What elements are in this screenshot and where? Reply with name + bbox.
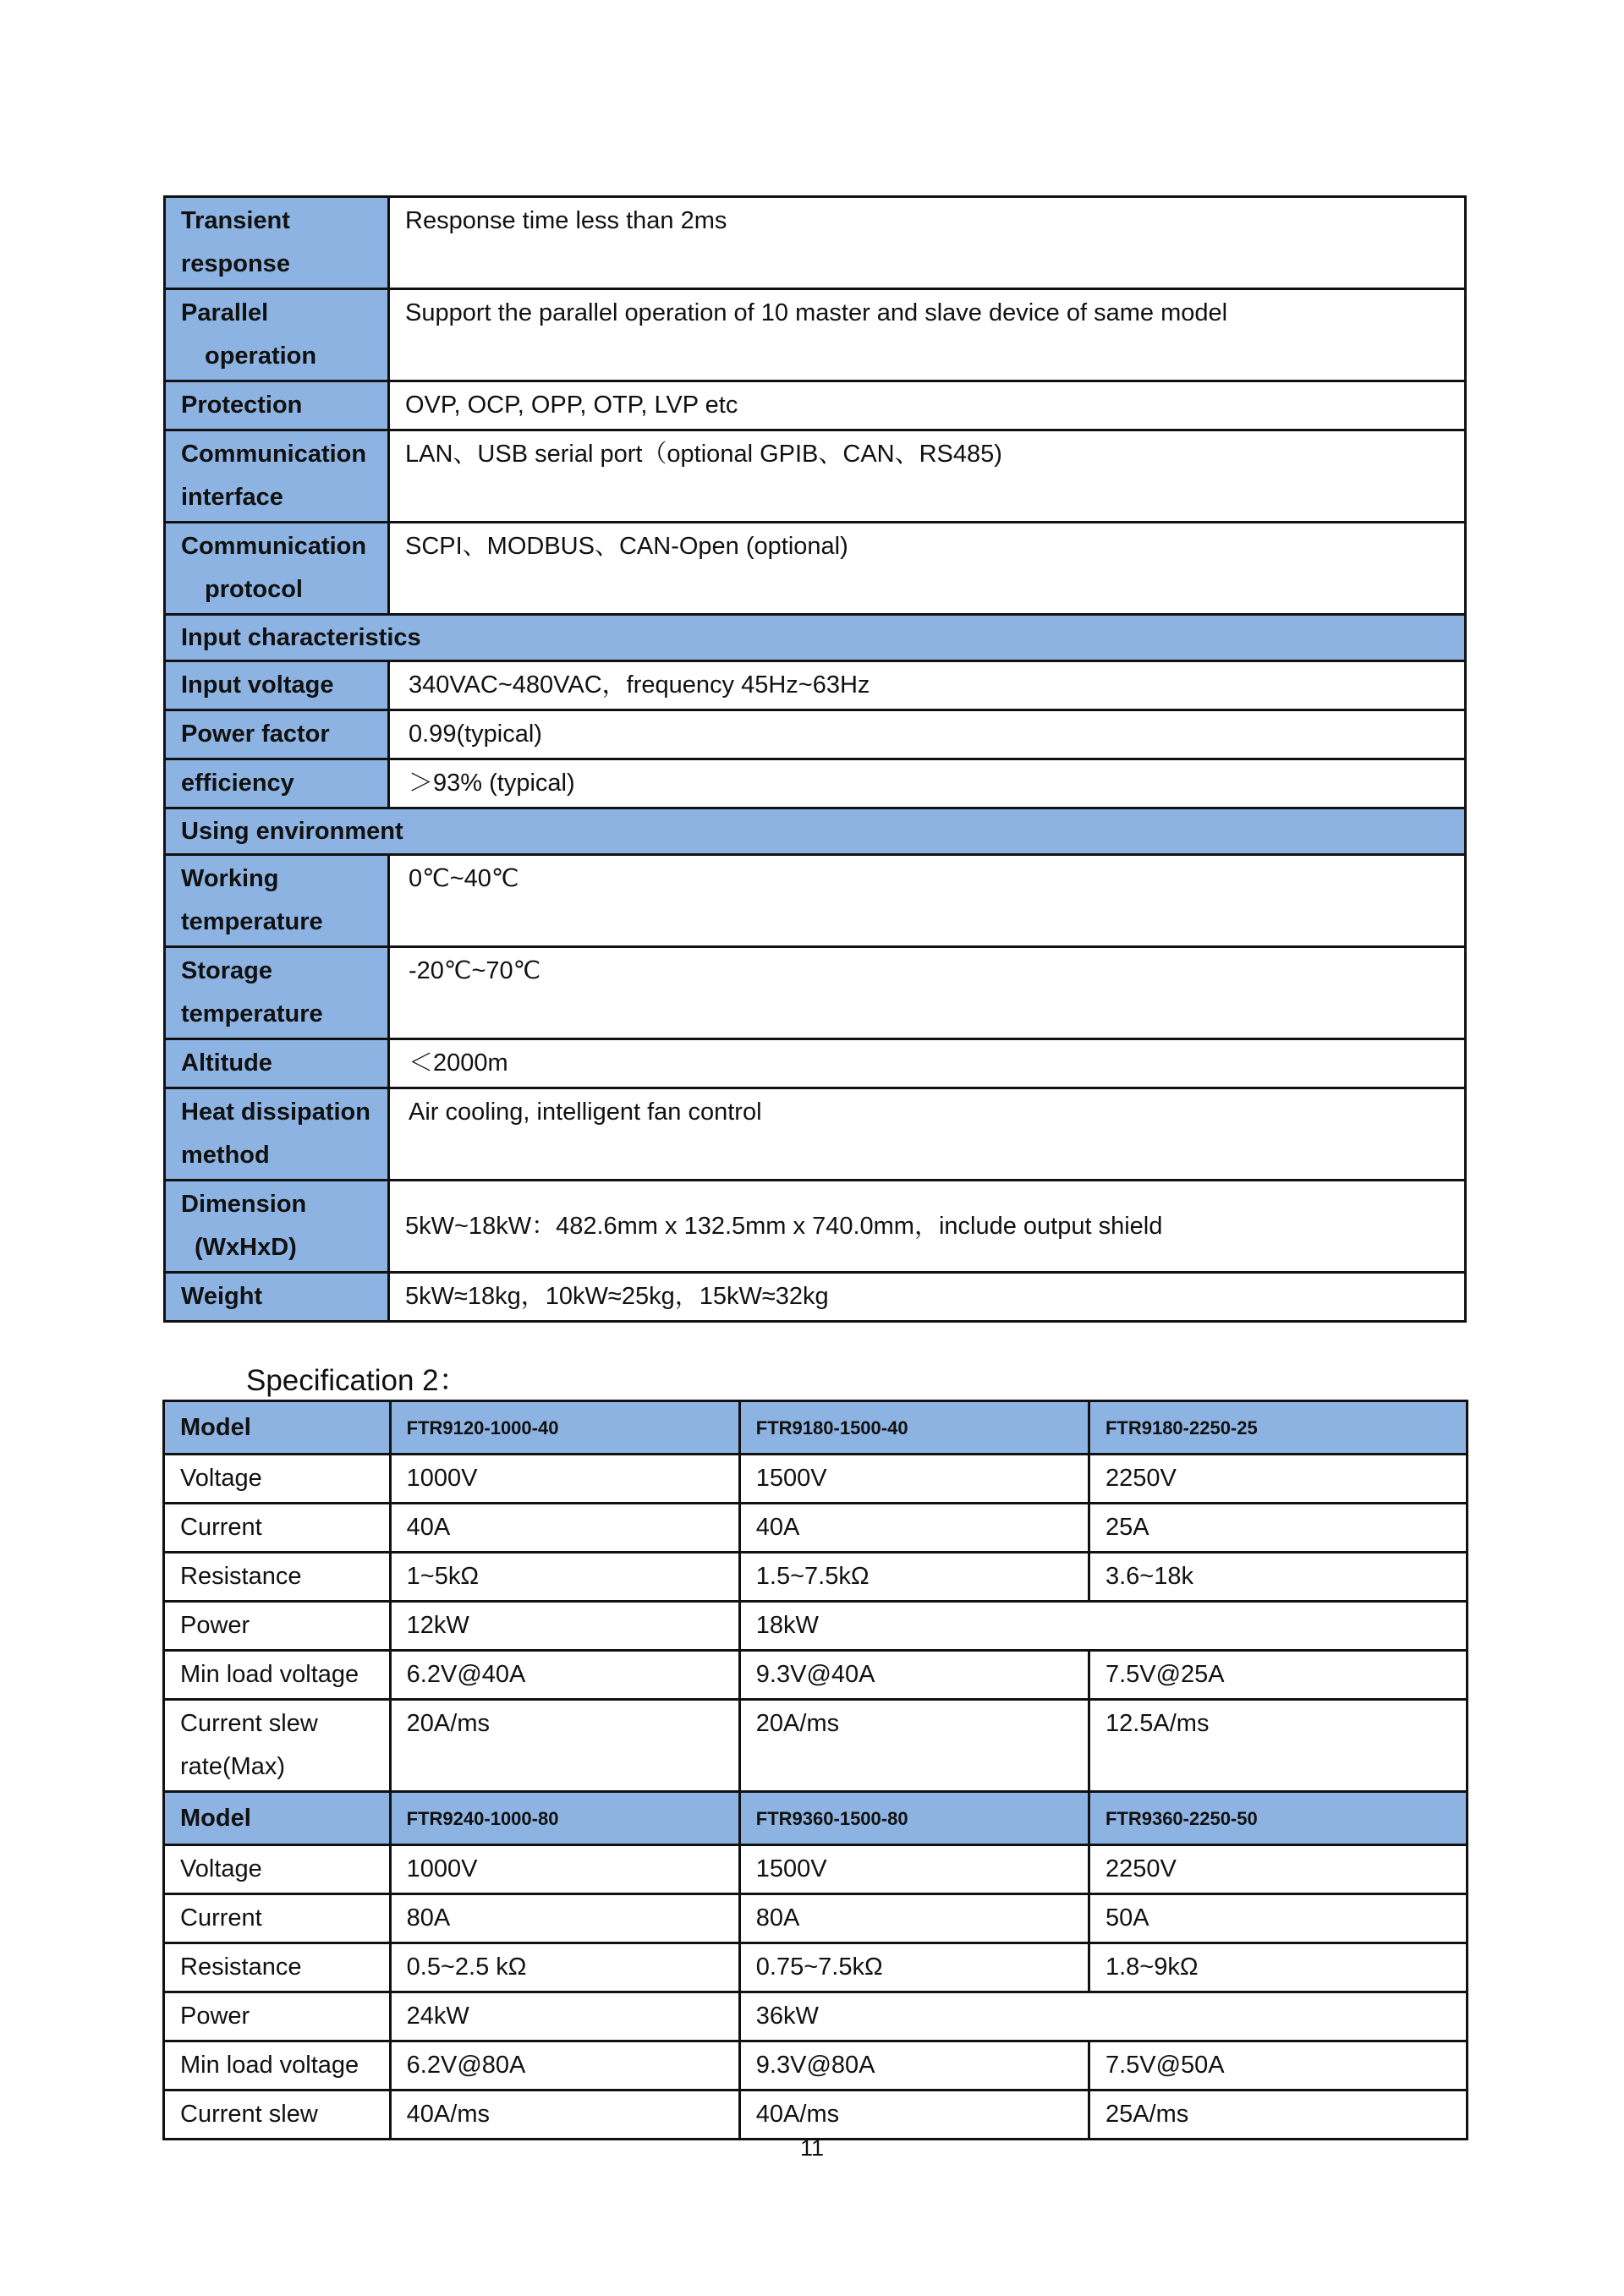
cell-value: 36kW xyxy=(739,1992,1467,2041)
cell-value: 80A xyxy=(390,1894,739,1943)
cell-value: 0.75~7.5kΩ xyxy=(739,1943,1089,1992)
label-line: Transient xyxy=(181,207,290,234)
label-line: temperature xyxy=(181,1000,323,1027)
row-label xyxy=(165,855,389,947)
cell-value: 0.5~2.5 kΩ xyxy=(390,1943,739,1992)
cell-value: 9.3V@40A xyxy=(739,1651,1089,1700)
row-value: LAN、USB serial port（optional GPIB、CAN、RS485) xyxy=(389,430,1466,523)
cell-value: 2250V xyxy=(1089,1845,1467,1894)
cell-value: 20A/ms xyxy=(739,1700,1089,1792)
row-label: Protection xyxy=(165,381,389,430)
row-value: Support the parallel operation of 10 master and slave device of same model xyxy=(389,289,1466,381)
table-row xyxy=(165,381,1466,430)
label-line: response xyxy=(181,250,290,277)
cell-value: 25A/ms xyxy=(1089,2091,1467,2140)
label-line: Storage xyxy=(181,957,272,984)
cell-value: 1.8~9kΩ xyxy=(1089,1943,1467,1992)
table-row xyxy=(165,759,1466,808)
table-row xyxy=(164,1845,1468,1894)
row-value: OVP, OCP, OPP, OTP, LVP etc xyxy=(389,381,1466,430)
table-row xyxy=(164,1894,1468,1943)
row-value: 0℃~40℃ xyxy=(389,855,1466,947)
section-title: Input characteristics xyxy=(165,615,1466,661)
cell-value: 7.5V@25A xyxy=(1089,1651,1467,1700)
table-row xyxy=(165,1181,1466,1273)
table-row xyxy=(165,430,1466,523)
cell-value: 12kW xyxy=(390,1602,739,1651)
row-label: Input voltage xyxy=(165,661,389,710)
cell-value: 40A xyxy=(739,1504,1089,1553)
label-line: (WxHxD) xyxy=(195,1234,297,1261)
table-row xyxy=(164,1992,1468,2041)
model-name: FTR9180-2250-25 xyxy=(1089,1401,1467,1455)
cell-value: 25A xyxy=(1089,1504,1467,1553)
row-label: Min load voltage xyxy=(164,1651,391,1700)
cell-value: 3.6~18k xyxy=(1089,1553,1467,1602)
row-value: Air cooling, intelligent fan control xyxy=(389,1088,1466,1181)
table-row xyxy=(164,1943,1468,1992)
header-label: Model xyxy=(164,1792,391,1845)
cell-value: 1500V xyxy=(739,1845,1089,1894)
row-label: Voltage xyxy=(164,1845,391,1894)
table-row xyxy=(165,661,1466,710)
row-label: Current slew xyxy=(164,2091,391,2140)
model-header-row xyxy=(164,1401,1468,1455)
cell-value: 6.2V@80A xyxy=(390,2041,739,2091)
model-name: FTR9360-2250-50 xyxy=(1089,1792,1467,1845)
table-row xyxy=(164,1602,1468,1651)
row-label: Min load voltage xyxy=(164,2041,391,2091)
label-line: Parallel xyxy=(181,299,269,326)
row-label: Power xyxy=(164,1992,391,2041)
row-value: Response time less than 2ms xyxy=(389,197,1466,289)
cell-value: 1000V xyxy=(390,1845,739,1894)
row-label xyxy=(165,947,389,1039)
cell-value: 9.3V@80A xyxy=(739,2041,1089,2091)
header-label: Model xyxy=(164,1401,391,1455)
model-header-row xyxy=(164,1792,1468,1845)
row-label xyxy=(164,1700,391,1792)
row-label: Current xyxy=(164,1504,391,1553)
table-row xyxy=(164,1651,1468,1700)
row-value: -20℃~70℃ xyxy=(389,947,1466,1039)
cell-value: 40A/ms xyxy=(739,2091,1089,2140)
model-name: FTR9240-1000-80 xyxy=(390,1792,739,1845)
table-row xyxy=(165,1039,1466,1088)
cell-value: 1500V xyxy=(739,1455,1089,1504)
cell-value: 40A/ms xyxy=(390,2091,739,2140)
row-label: Weight xyxy=(165,1273,389,1322)
row-value: 0.99(typical) xyxy=(389,710,1466,759)
row-label: Power factor xyxy=(165,710,389,759)
model-name: FTR9120-1000-40 xyxy=(390,1401,739,1455)
table-row xyxy=(164,2091,1468,2140)
label-line: Current slew xyxy=(180,1710,318,1737)
cell-value: 80A xyxy=(739,1894,1089,1943)
row-label xyxy=(165,523,389,615)
table-row xyxy=(165,523,1466,615)
table-row xyxy=(164,1455,1468,1504)
label-line: Heat dissipation xyxy=(181,1099,370,1126)
page-number: 11 xyxy=(799,2135,825,2161)
row-label xyxy=(165,1181,389,1273)
spec-table-1 xyxy=(163,195,1467,1323)
cell-value: 20A/ms xyxy=(390,1700,739,1792)
cell-value: 1~5kΩ xyxy=(390,1553,739,1602)
model-name: FTR9180-1500-40 xyxy=(739,1401,1089,1455)
row-label: Current xyxy=(164,1894,391,1943)
row-value: 5kW≈18kg，10kW≈25kg，15kW≈32kg xyxy=(389,1273,1466,1322)
label-line: Communication xyxy=(181,441,367,468)
row-label xyxy=(165,197,389,289)
cell-value: 2250V xyxy=(1089,1455,1467,1504)
table-row xyxy=(164,1553,1468,1602)
cell-value: 1.5~7.5kΩ xyxy=(739,1553,1089,1602)
cell-value: 18kW xyxy=(739,1602,1467,1651)
section-header-row xyxy=(165,615,1466,661)
row-label: Voltage xyxy=(164,1455,391,1504)
cell-value: 40A xyxy=(390,1504,739,1553)
table-row xyxy=(165,197,1466,289)
row-label: Power xyxy=(164,1602,391,1651)
row-label: efficiency xyxy=(165,759,389,808)
row-value: 5kW~18kW：482.6mm x 132.5mm x 740.0mm，include output shield xyxy=(389,1181,1466,1273)
label-line: protocol xyxy=(205,576,303,603)
table-row xyxy=(164,1700,1468,1792)
row-label: Resistance xyxy=(164,1943,391,1992)
label-line: operation xyxy=(205,342,317,370)
label-line: interface xyxy=(181,484,283,511)
row-value: SCPI、MODBUS、CAN-Open (optional) xyxy=(389,523,1466,615)
table-row xyxy=(165,1273,1466,1322)
row-label: Resistance xyxy=(164,1553,391,1602)
cell-value: 12.5A/ms xyxy=(1089,1700,1467,1792)
row-label xyxy=(165,289,389,381)
row-value: ＜2000m xyxy=(389,1039,1466,1088)
row-label xyxy=(165,1088,389,1181)
table-row xyxy=(165,947,1466,1039)
cell-value: 1000V xyxy=(390,1455,739,1504)
label-line: Dimension xyxy=(181,1191,307,1218)
cell-value: 7.5V@50A xyxy=(1089,2041,1467,2091)
cell-value: 50A xyxy=(1089,1894,1467,1943)
table-row xyxy=(165,1088,1466,1181)
table-row xyxy=(165,855,1466,947)
label-line: Communication xyxy=(181,533,367,560)
section-heading: Specification 2： xyxy=(246,1364,469,1397)
table-row xyxy=(165,289,1466,381)
cell-value: 6.2V@40A xyxy=(390,1651,739,1700)
row-value: 340VAC~480VAC，frequency 45Hz~63Hz xyxy=(389,661,1466,710)
cell-value: 24kW xyxy=(390,1992,739,2041)
label-line: Working xyxy=(181,865,279,892)
table-row xyxy=(164,1504,1468,1553)
table-row xyxy=(164,2041,1468,2091)
row-value: ＞93% (typical) xyxy=(389,759,1466,808)
model-name: FTR9360-1500-80 xyxy=(739,1792,1089,1845)
label-line: method xyxy=(181,1142,270,1169)
row-label xyxy=(165,430,389,523)
label-line: rate(Max) xyxy=(180,1753,286,1780)
row-label: Altitude xyxy=(165,1039,389,1088)
label-line: temperature xyxy=(181,908,323,935)
section-title: Using environment xyxy=(165,808,1466,855)
section-header-row xyxy=(165,808,1466,855)
spec-table-2 xyxy=(162,1400,1468,2140)
table-row xyxy=(165,710,1466,759)
